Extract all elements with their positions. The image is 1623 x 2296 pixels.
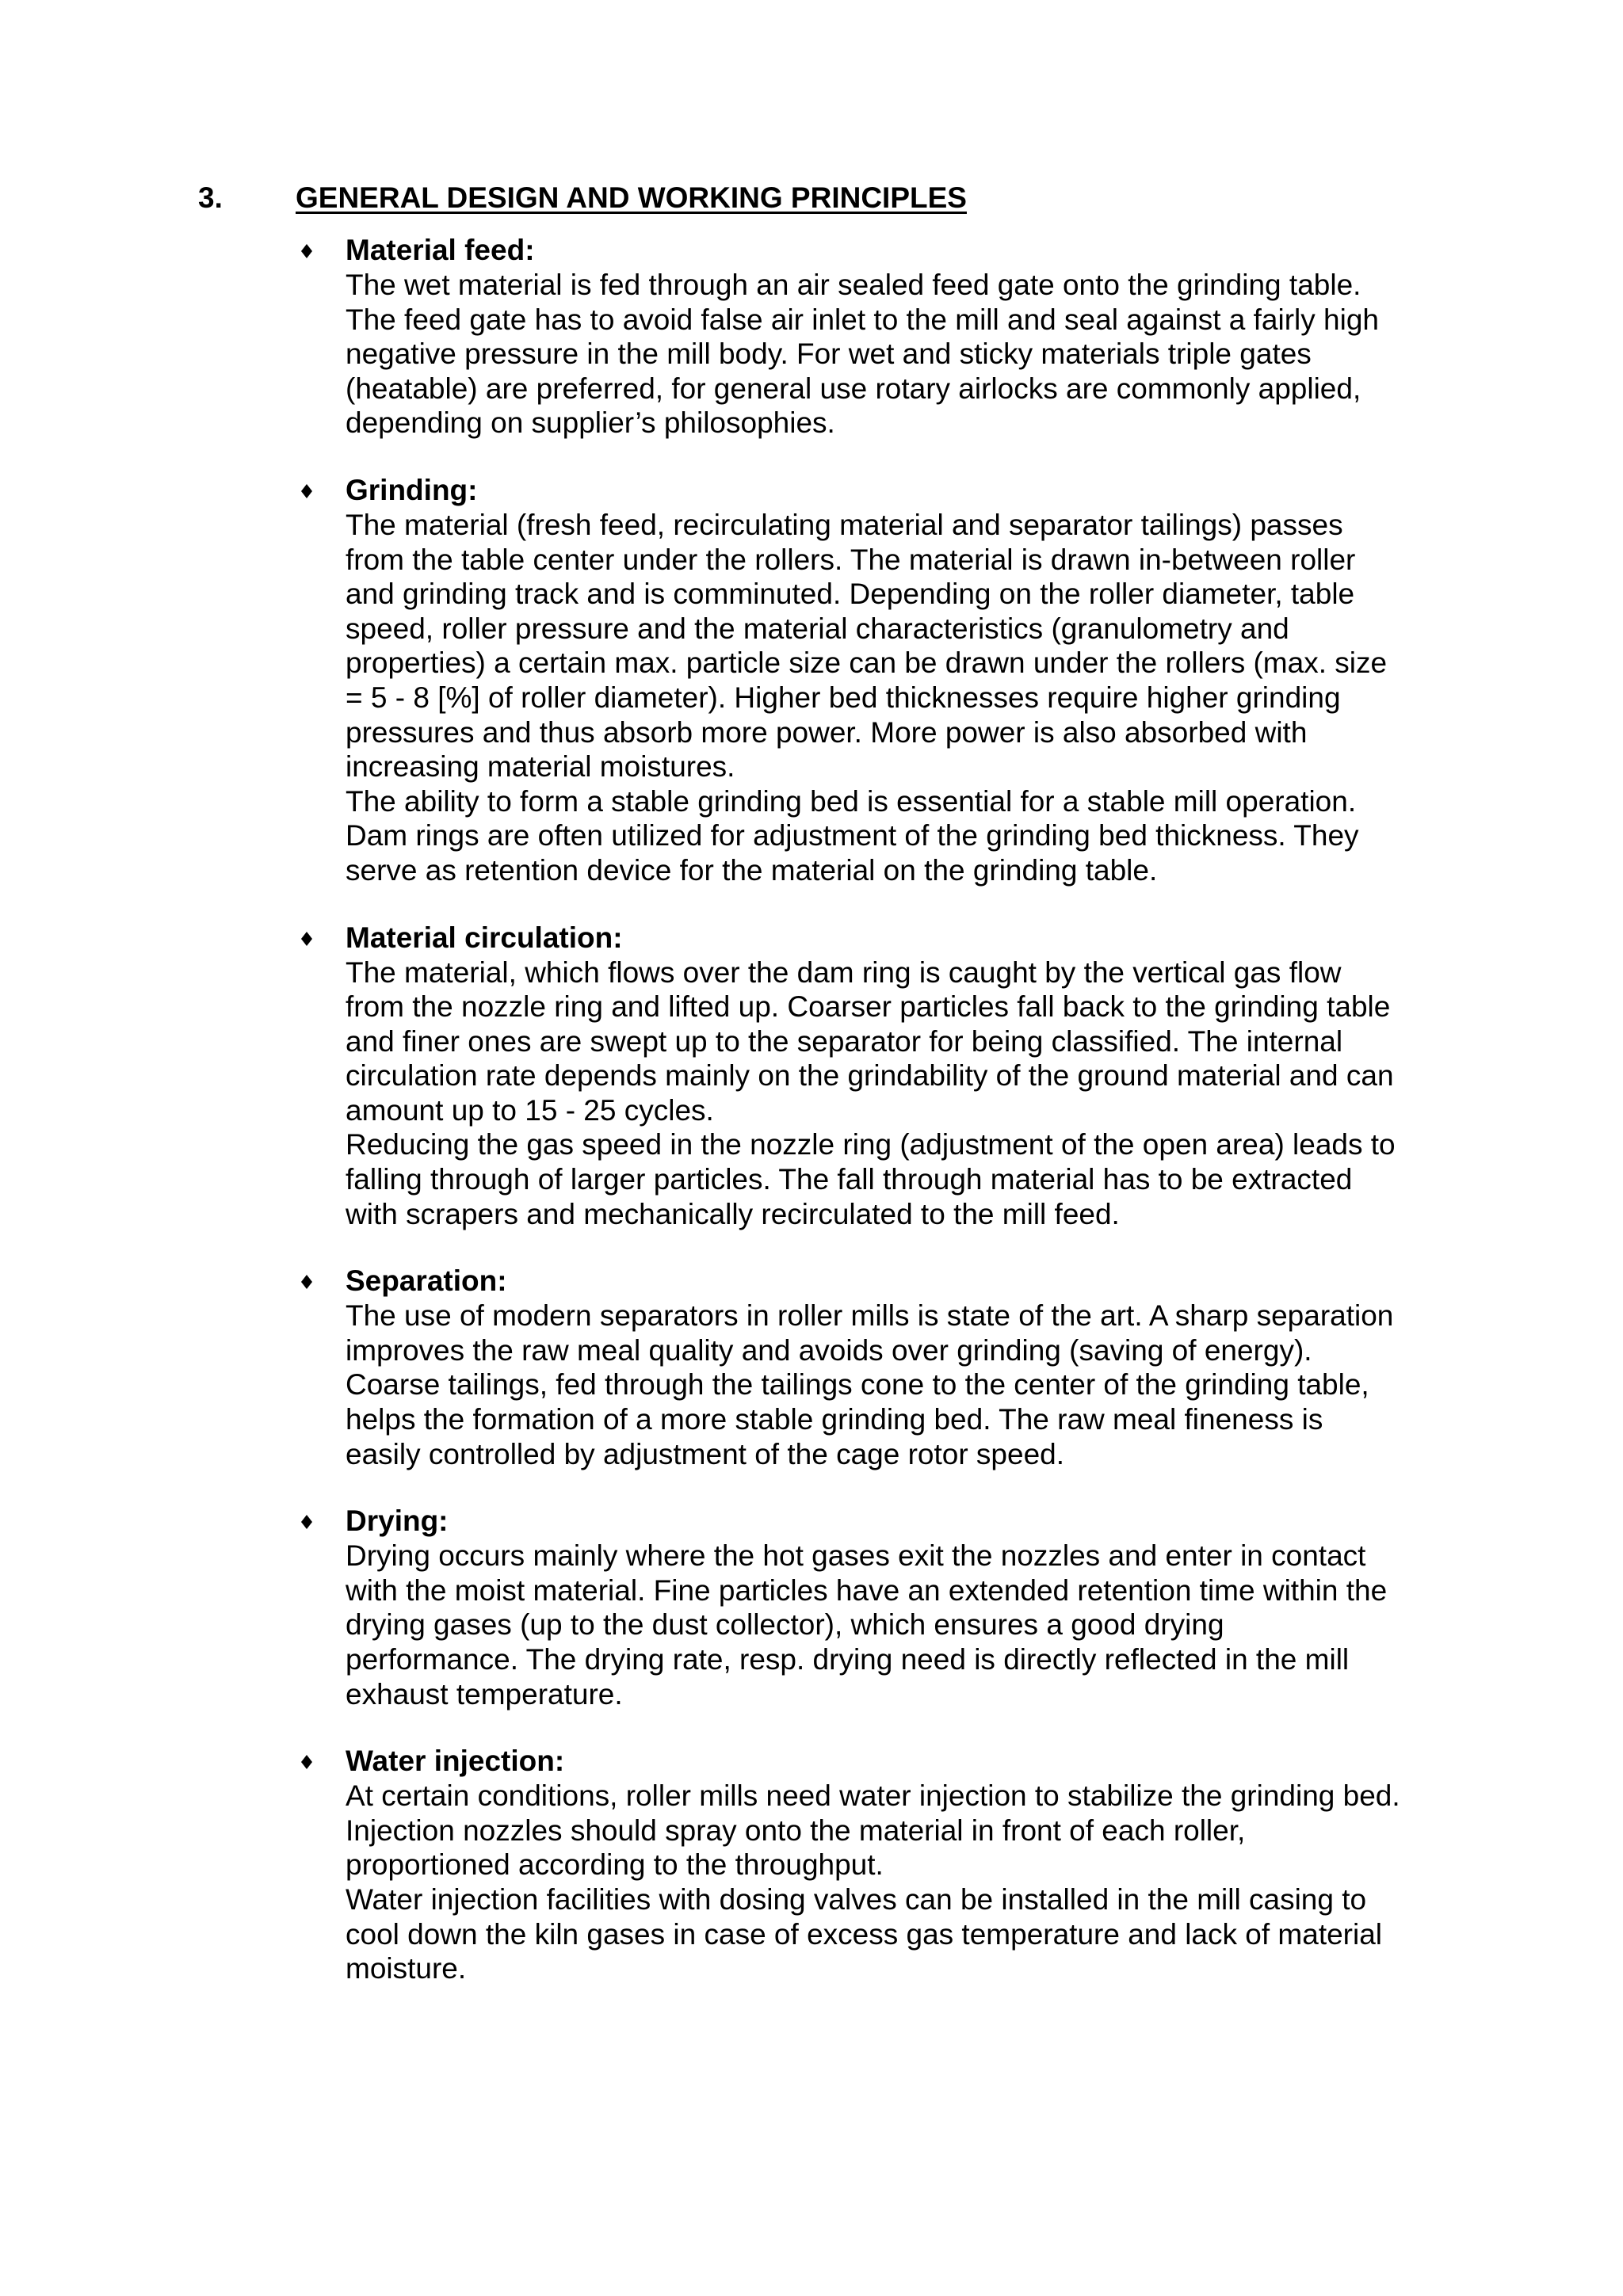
text-line: Reducing the gas speed in the nozzle ring (adjustment of the open area) leads to (346, 1128, 1396, 1161)
text-line: The feed gate has to avoid false air inlet to the mill and seal against a fairly high (346, 303, 1379, 336)
diamond-bullet-icon (299, 924, 315, 952)
text-line: negative pressure in the mill body. For wet and sticky materials triple gates (346, 338, 1312, 371)
text-line: drying gases (up to the dust collector), which ensures a good drying (346, 1608, 1224, 1642)
text-line: moisture. (346, 1952, 467, 1985)
text-line: The wet material is fed through an air sealed feed gate onto the grinding table. (346, 269, 1361, 301)
item-paragraph (346, 1299, 1452, 1471)
text-line: properties) a certain max. particle size can be drawn under the rollers (max. size (346, 646, 1388, 680)
list-item (295, 1504, 1452, 1711)
list-item (295, 233, 1452, 441)
item-paragraph (346, 1779, 1452, 1986)
text-line: helps the formation of a more stable grinding bed. The raw meal fineness is (346, 1403, 1323, 1436)
text-line: amount up to 15 - 25 cycles. (346, 1093, 714, 1127)
text-line: easily controlled by adjustment of the cage rotor speed. (346, 1437, 1065, 1470)
text-line: depending on supplier’s philosophies. (346, 406, 835, 440)
item-title: Grinding: (346, 473, 478, 506)
item-paragraph (346, 268, 1452, 441)
list-item (295, 1744, 1452, 1986)
diamond-bullet-icon (299, 1507, 315, 1535)
text-line: The material, which flows over the dam ring is caught by the vertical gas flow (346, 955, 1342, 989)
text-line: The use of modern separators in roller mills is state of the art. A sharp separation (346, 1299, 1394, 1333)
section-heading (198, 181, 967, 215)
text-line: and finer ones are swept up to the separator for being classified. The internal (346, 1024, 1343, 1058)
text-line: Injection nozzles should spray onto the material in front of each roller, (346, 1814, 1246, 1847)
text-line: Dam rings are often utilized for adjustment of the grinding bed thickness. They (346, 819, 1359, 852)
text-line: performance. The drying rate, resp. drying need is directly reflected in the mill (346, 1643, 1350, 1676)
diamond-bullet-icon (299, 1267, 315, 1295)
text-line: proportioned according to the throughput. (346, 1848, 884, 1882)
item-title: Drying: (346, 1505, 449, 1538)
text-line: increasing material moistures. (346, 750, 735, 784)
item-title: Material feed: (346, 234, 535, 266)
text-line: Drying occurs mainly where the hot gases exit the nozzles and enter in contact (346, 1539, 1366, 1573)
item-paragraph (346, 1539, 1452, 1711)
item-title: Material circulation: (346, 921, 623, 954)
diamond-bullet-icon (299, 476, 315, 505)
text-line: speed, roller pressure and the material characteristics (granulometry and (346, 612, 1289, 645)
text-line: cool down the kiln gases in case of excess gas temperature and lack of material (346, 1917, 1383, 1951)
text-line: from the table center under the rollers. The material is drawn in-between roller (346, 543, 1356, 576)
text-line: serve as retention device for the material on the grinding table. (346, 853, 1158, 887)
text-line: with the moist material. Fine particles have an extended retention time within the (346, 1573, 1388, 1607)
text-line: The ability to form a stable grinding bed is essential for a stable mill operation. (346, 784, 1357, 818)
text-line: exhaust temperature. (346, 1677, 623, 1711)
list-item (295, 1264, 1452, 1471)
item-title: Water injection: (346, 1745, 565, 1778)
text-line: from the nozzle ring and lifted up. Coarser particles fall back to the grinding table (346, 990, 1391, 1024)
text-line: At certain conditions, roller mills need water injection to stabilize the grinding bed. (346, 1779, 1400, 1813)
text-line: falling through of larger particles. The fall through material has to be extracted (346, 1163, 1353, 1196)
text-line: (heatable) are preferred, for general use rotary airlocks are commonly applied, (346, 372, 1361, 405)
item-title: Separation: (346, 1264, 507, 1298)
text-line: Water injection facilities with dosing valves can be installed in the mill casing to (346, 1882, 1367, 1916)
list-item (295, 473, 1452, 888)
item-paragraph (346, 955, 1452, 1232)
text-line: circulation rate depends mainly on the grindability of the ground material and can (346, 1059, 1394, 1093)
diamond-bullet-icon (299, 236, 315, 265)
text-line: = 5 - 8 [%] of roller diameter). Higher bed thicknesses require higher grinding (346, 681, 1341, 714)
diamond-bullet-icon (299, 1747, 315, 1775)
text-line: Coarse tailings, fed through the tailings cone to the center of the grinding table, (346, 1368, 1369, 1402)
heading-title: GENERAL DESIGN AND WORKING PRINCIPLES (296, 181, 967, 214)
text-line: improves the raw meal quality and avoids over grinding (saving of energy). (346, 1333, 1312, 1367)
text-line: pressures and thus absorb more power. More power is also absorbed with (346, 715, 1308, 749)
bullet-list (295, 233, 1452, 2019)
list-item (295, 921, 1452, 1232)
text-line: The material (fresh feed, recirculating material and separator tailings) passes (346, 508, 1343, 541)
text-line: and grinding track and is comminuted. Depending on the roller diameter, table (346, 578, 1355, 611)
heading-number: 3. (198, 181, 223, 214)
item-paragraph (346, 508, 1452, 888)
text-line: with scrapers and mechanically recirculated to the mill feed. (346, 1197, 1120, 1230)
